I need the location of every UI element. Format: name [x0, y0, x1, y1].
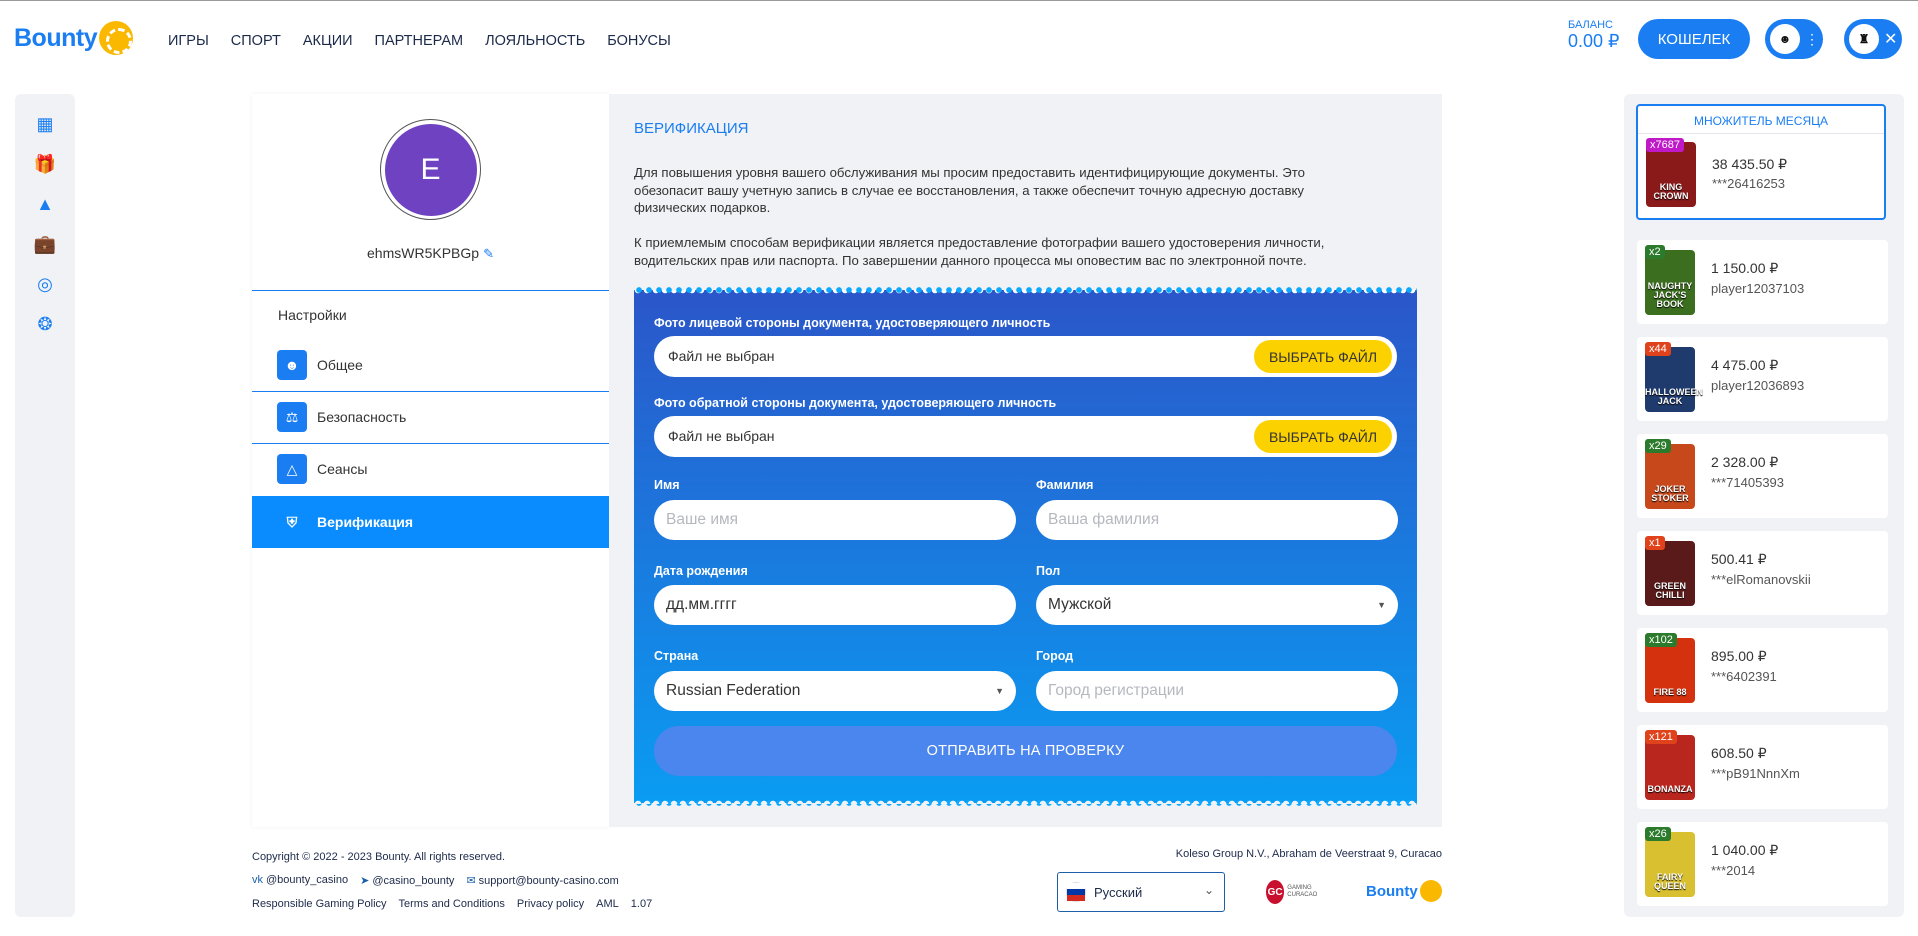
multiplier-badge: x44 [1645, 342, 1671, 356]
country-value: Russian Federation [666, 682, 801, 699]
left-icon-rail [15, 94, 75, 917]
footer-links [252, 898, 652, 910]
responsible-gaming-link[interactable]: Responsible Gaming Policy [252, 898, 387, 910]
player-name: ***pB91NnnXm [1711, 766, 1800, 781]
vk-icon: vk [252, 874, 263, 886]
footer-logo [1366, 880, 1442, 902]
menu-item-general[interactable] [252, 339, 609, 391]
nav-promotions[interactable]: АКЦИИ [302, 33, 353, 49]
player-name: player12036893 [1711, 378, 1805, 393]
game-name: HALLOWEEN JACK [1645, 387, 1703, 406]
russia-flag-icon [1066, 882, 1086, 902]
win-amount: 4 475.00 ₽ [1711, 357, 1779, 373]
balance [1568, 19, 1620, 52]
methods-paragraph: К приемлемым способам верификации является предоставление фотографии вашего удостоверения личности, водительских прав или паспорта. По завершении данного процесса мы оповестим вас по электронной почте. [634, 235, 1325, 268]
win-card[interactable] [1637, 337, 1888, 421]
win-amount: 1 040.00 ₽ [1711, 842, 1779, 858]
footer-logo-text: Bounty [1366, 882, 1418, 900]
win-card[interactable] [1637, 822, 1888, 906]
close-icon: ✕ [1884, 31, 1898, 48]
ticket-edge [634, 800, 1417, 806]
user-icon: ☻ [277, 350, 307, 380]
game-name: NAUGHTY JACK'S BOOK [1647, 281, 1693, 309]
file-status: Файл не выбран [668, 428, 775, 444]
ticket-edge [634, 287, 1417, 293]
multiplier-badge: x121 [1645, 730, 1677, 744]
multiplier-badge: x29 [1645, 439, 1671, 453]
gender-value: Мужской [1048, 596, 1112, 613]
win-card[interactable] [1637, 434, 1888, 518]
top-header [0, 0, 1918, 82]
last-name-input[interactable] [1036, 500, 1398, 540]
intro-paragraph: Для повышения уровня вашего обслуживания мы просим предоставить идентифицирующие документы. Это обезопасит вашу учетную запись в случае ее восстановления, а также обеспечит точную адресную доставку физических подарков. [634, 165, 1305, 215]
win-card[interactable] [1637, 725, 1888, 809]
gaming-logo-mark: GC [1266, 880, 1284, 904]
loyalty-icon[interactable]: ▲ [36, 194, 54, 214]
player-name: ***2014 [1711, 863, 1756, 878]
slots-icon[interactable]: ▦ [36, 114, 54, 134]
gaming-logo-text: GAMING CURACAO [1287, 885, 1318, 898]
first-name-label: Имя [654, 478, 680, 492]
nav-partners[interactable]: ПАРТНЕРАМ [374, 33, 464, 49]
player-name: ***elRomanovskii [1711, 572, 1811, 587]
front-photo-input[interactable] [654, 336, 1397, 377]
edit-pencil-icon[interactable]: ✎ [483, 246, 494, 261]
language-value: Русский [1094, 884, 1143, 900]
gaming-curacao-logo[interactable] [1266, 880, 1330, 904]
language-select[interactable] [1057, 872, 1225, 912]
nav-bonuses[interactable]: БОНУСЫ [607, 33, 671, 49]
wallet-button[interactable]: КОШЕЛЕК [1638, 19, 1750, 59]
balance-label: БАЛАНС [1568, 19, 1613, 31]
menu-item-label: Безопасность [317, 409, 407, 425]
game-name: FAIRY QUEEN [1653, 872, 1686, 891]
birth-date-input[interactable] [654, 585, 1016, 625]
game-thumbnail[interactable] [1645, 250, 1695, 315]
divider [252, 290, 609, 291]
submit-verification-button[interactable]: ОТПРАВИТЬ НА ПРОВЕРКУ [654, 726, 1397, 776]
logo[interactable] [14, 21, 133, 55]
username-row [252, 245, 609, 262]
game-thumbnail[interactable] [1645, 347, 1703, 412]
castle-icon: ♜ [1849, 24, 1879, 54]
recent-wins-panel [1624, 94, 1904, 917]
multiplier-badge: x7687 [1646, 138, 1684, 152]
win-amount: 38 435.50 ₽ [1712, 156, 1788, 172]
verification-panel [609, 94, 1442, 827]
page-title: ВЕРИФИКАЦИЯ [634, 120, 749, 137]
caret-down-icon: ▼ [1377, 600, 1386, 610]
gender-select[interactable] [1036, 585, 1398, 625]
game-name: GREEN CHILLI [1653, 581, 1686, 600]
month-multiplier-card[interactable] [1636, 104, 1886, 220]
multiplier-badge: x2 [1645, 245, 1665, 259]
logo-text: Bounty [14, 23, 98, 52]
game-name: FIRE 88 [1653, 687, 1687, 697]
chevron-down-icon: ⌄ [1203, 883, 1214, 897]
menu-item-verification[interactable] [252, 496, 609, 548]
gender-label: Пол [1036, 564, 1061, 578]
user-menu-button[interactable] [1765, 19, 1823, 59]
multiplier-badge: x102 [1645, 633, 1677, 647]
palm-sun-icon [1420, 880, 1442, 902]
user-icon: ☻ [1770, 24, 1800, 54]
profile-sidebar [252, 94, 609, 827]
vk-label: @bounty_casino [266, 874, 349, 886]
version: 1.07 [630, 898, 653, 910]
win-amount: 1 150.00 ₽ [1711, 260, 1779, 276]
win-card[interactable] [1637, 628, 1888, 712]
win-card[interactable] [1637, 531, 1888, 615]
city-label: Город [1036, 649, 1074, 663]
nav-loyalty[interactable]: ЛОЯЛЬНОСТЬ [485, 33, 586, 49]
country-select[interactable] [654, 671, 1016, 711]
briefcase-icon[interactable]: 💼 [33, 234, 57, 254]
country-label: Страна [654, 649, 699, 663]
footer-social [252, 874, 619, 887]
menu-item-label: Общее [317, 357, 363, 373]
telegram-label: @casino_bounty [372, 875, 455, 887]
scales-icon: ⚖ [277, 402, 307, 432]
game-name: KING CROWN [1653, 182, 1689, 201]
front-photo-label: Фото лицевой стороны документа, удостоверяющего личность [654, 316, 1051, 330]
multiplier-badge: x1 [1645, 536, 1665, 550]
gift-icon[interactable]: 🎁 [33, 154, 57, 174]
divider [1638, 133, 1884, 134]
telegram-link[interactable] [360, 874, 454, 887]
aml-link[interactable]: AML [596, 898, 619, 910]
back-photo-input[interactable] [654, 416, 1397, 457]
privacy-link[interactable]: Privacy policy [516, 898, 585, 910]
win-amount: 500.41 ₽ [1711, 551, 1767, 567]
menu-item-label: Верификация [317, 514, 414, 530]
choose-file-button[interactable]: ВЫБРАТЬ ФАЙЛ [1254, 420, 1392, 453]
verification-form [634, 290, 1417, 803]
game-name: BONANZA [1647, 784, 1693, 794]
palm-sun-icon [99, 21, 133, 55]
last-name-label: Фамилия [1036, 478, 1094, 492]
player-name: player12037103 [1711, 281, 1805, 296]
game-thumbnail[interactable] [1645, 444, 1695, 509]
menu-item-security[interactable] [252, 391, 609, 443]
menu-toggle-button[interactable] [1844, 19, 1902, 59]
file-status: Файл не выбран [668, 348, 775, 364]
multiplier-badge: x26 [1645, 827, 1671, 841]
birth-date-value: дд.мм.гггг [666, 596, 737, 613]
game-thumbnail[interactable] [1645, 832, 1695, 897]
telegram-icon: ➤ [360, 875, 370, 887]
email-link[interactable] [466, 874, 618, 887]
first-name-input[interactable] [654, 500, 1016, 540]
menu-item-sessions[interactable] [252, 443, 609, 495]
balance-value: 0.00 ₽ [1568, 31, 1620, 51]
more-dots-icon: ⋮ [1805, 31, 1819, 47]
game-name: JOKER STOKER [1651, 484, 1689, 503]
back-photo-label: Фото обратной стороны документа, удостоверяющего личность [654, 396, 1057, 410]
win-amount: 2 328.00 ₽ [1711, 454, 1779, 470]
terms-link[interactable]: Terms and Conditions [398, 898, 505, 910]
caret-down-icon: ▼ [995, 686, 1004, 696]
game-thumbnail[interactable] [1645, 638, 1695, 703]
nav-games[interactable]: ИГРЫ [168, 33, 209, 49]
sessions-icon: △ [277, 454, 307, 484]
copyright: Copyright © 2022 - 2023 Bounty. All rights reserved. [252, 851, 506, 863]
company-address: Koleso Group N.V., Abraham de Veerstraat 9, Curacao [1175, 848, 1442, 860]
main-nav [168, 33, 671, 49]
win-amount: 895.00 ₽ [1711, 648, 1767, 664]
month-multiplier-title: МНОЖИТЕЛЬ МЕСЯЦА [1693, 114, 1829, 128]
nav-sport[interactable]: СПОРТ [230, 33, 281, 49]
email-label: support@bounty-casino.com [478, 875, 619, 887]
lifebuoy-icon[interactable]: ◎ [37, 274, 53, 294]
support-icon[interactable]: ❂ [37, 314, 53, 334]
game-thumbnail[interactable] [1645, 735, 1695, 800]
choose-file-button[interactable]: ВЫБРАТЬ ФАЙЛ [1254, 340, 1392, 373]
player-name: ***26416253 [1712, 176, 1786, 191]
game-thumbnail[interactable] [1645, 541, 1695, 606]
settings-label: Настройки [278, 307, 347, 323]
win-card[interactable] [1637, 240, 1888, 324]
username: ehmsWR5KPBGp [367, 245, 480, 261]
mail-icon: ✉ [466, 875, 476, 887]
win-amount: 608.50 ₽ [1711, 745, 1767, 761]
vk-link[interactable] [252, 874, 348, 887]
avatar-ring [380, 119, 481, 220]
birth-date-label: Дата рождения [654, 564, 748, 578]
menu-item-label: Сеансы [317, 461, 368, 477]
avatar: E [385, 124, 477, 216]
player-name: ***71405393 [1711, 475, 1785, 490]
shield-icon: ⛨ [286, 513, 298, 530]
player-name: ***6402391 [1711, 669, 1777, 684]
city-input[interactable] [1036, 671, 1398, 711]
